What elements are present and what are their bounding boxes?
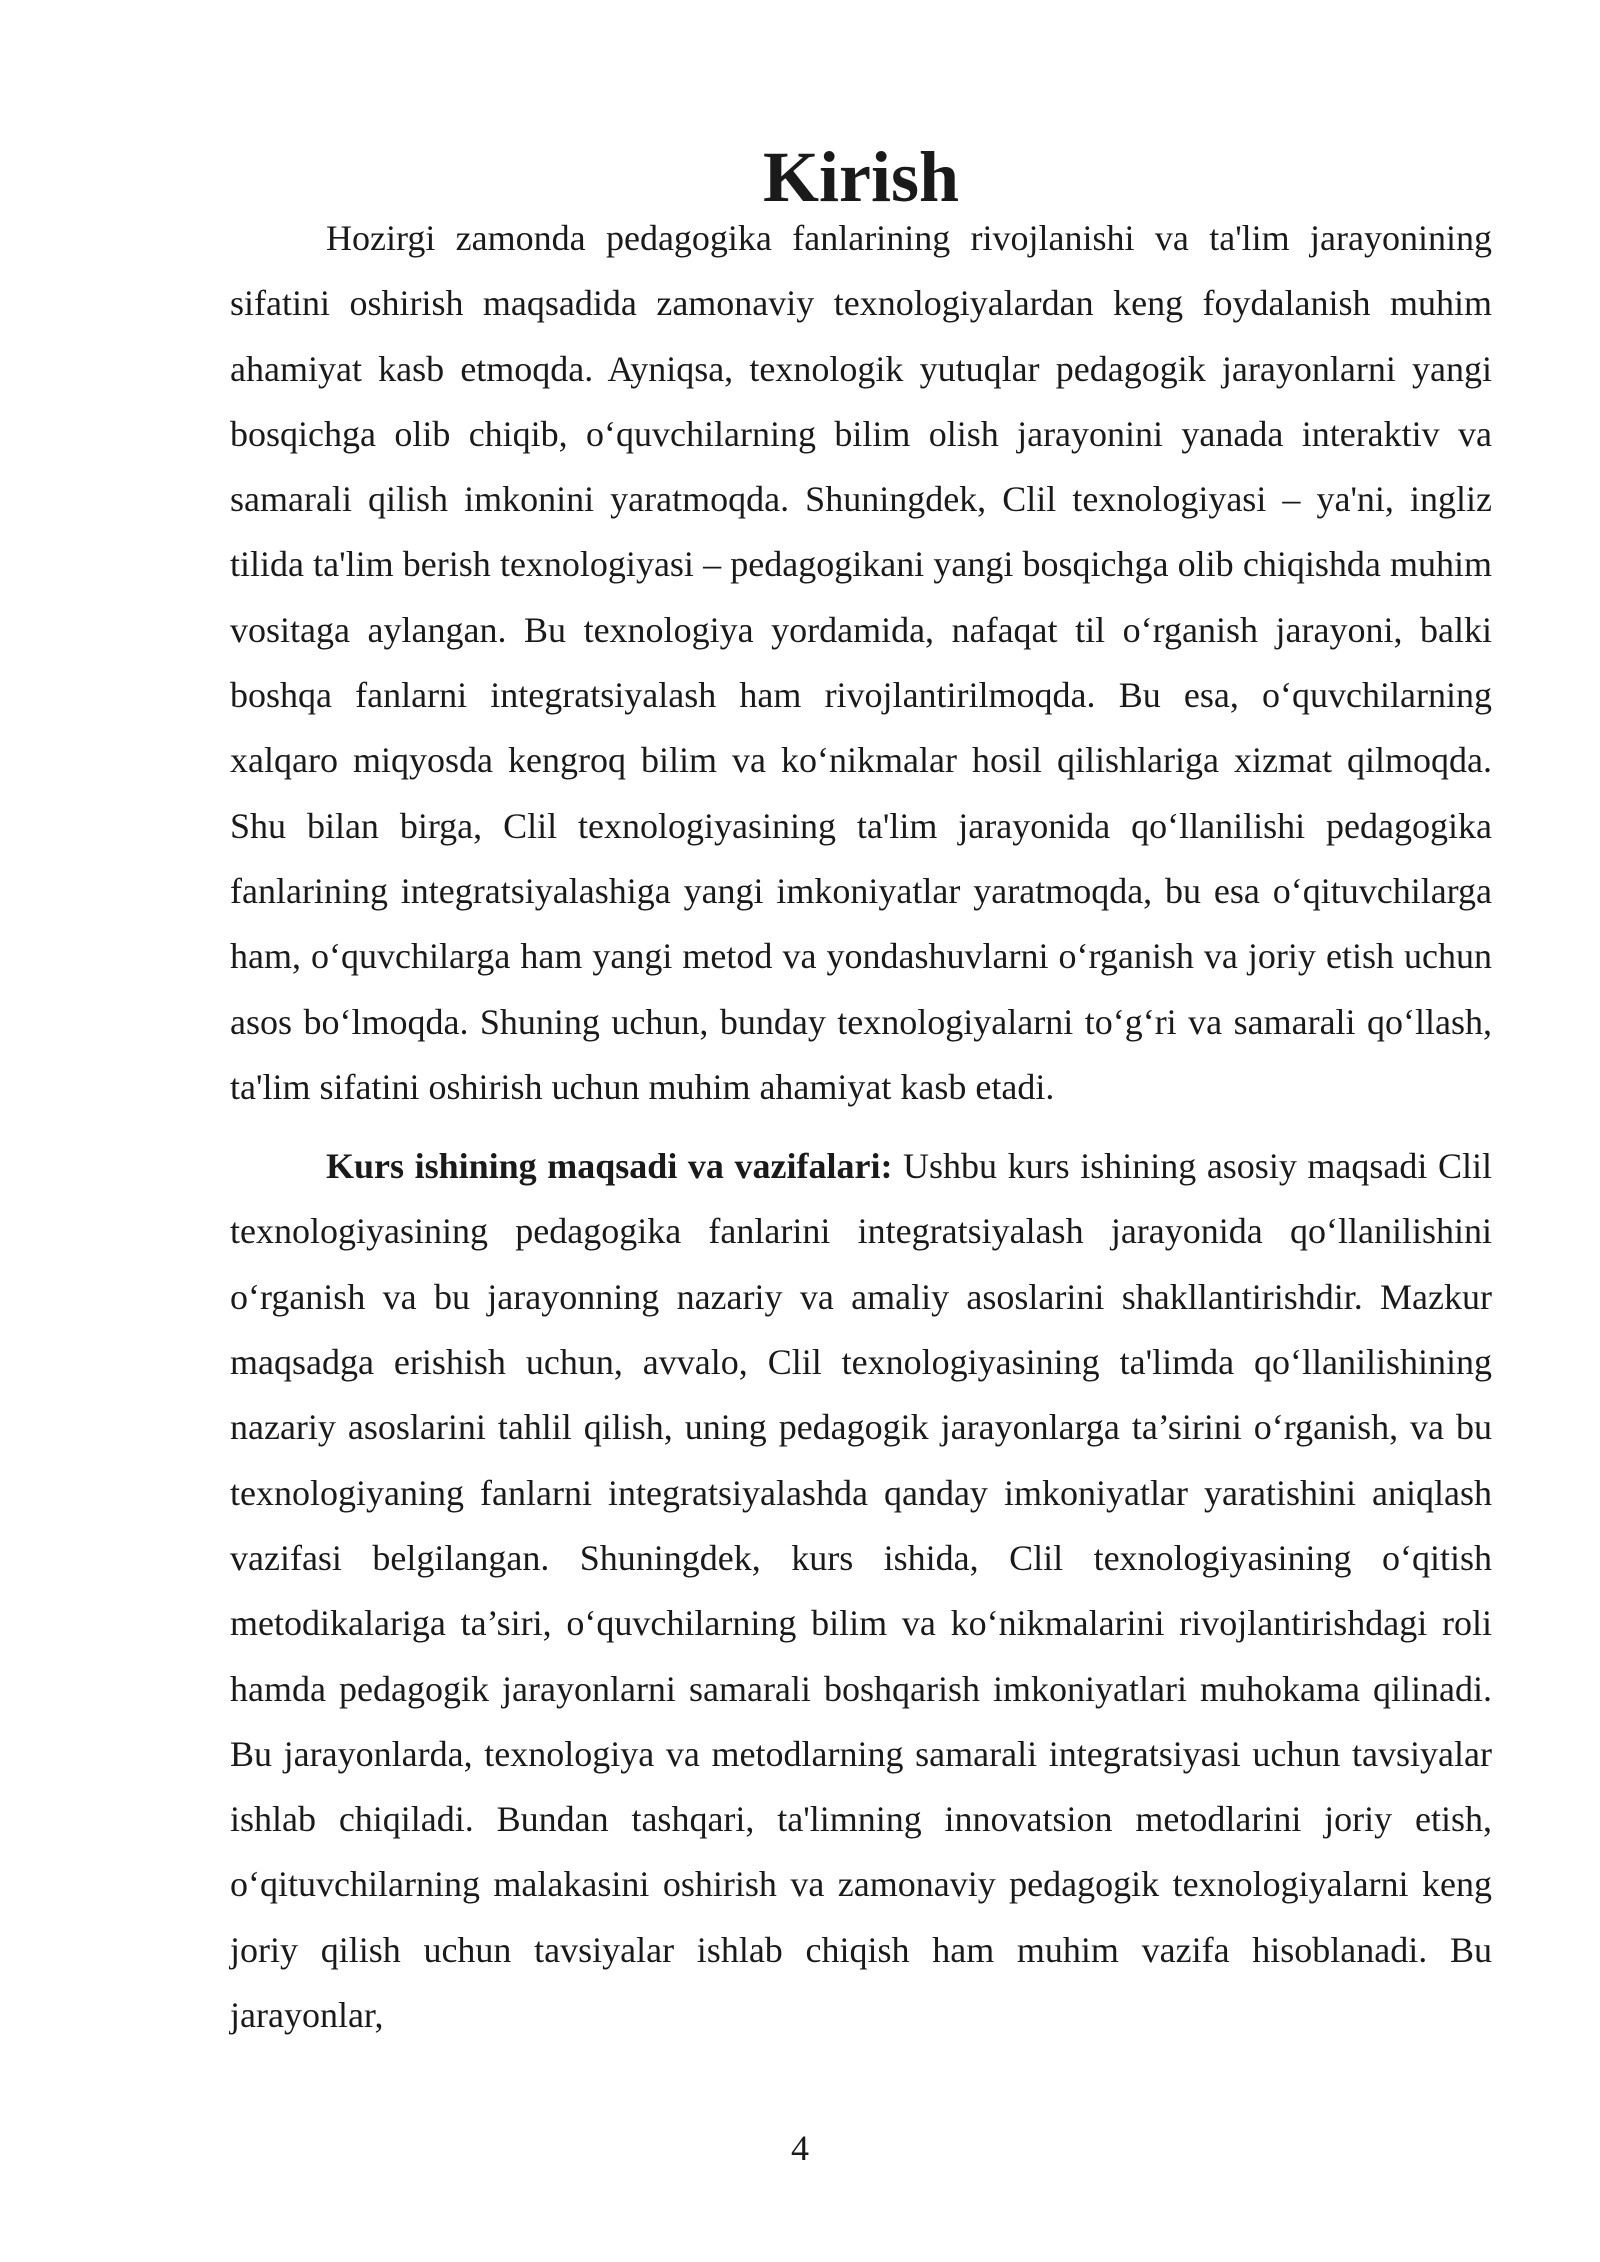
section-heading: Kirish (762, 137, 960, 217)
goals-paragraph (230, 1134, 1492, 2048)
goals-paragraph-lead: Kurs ishining maqsadi va vazifalari: (326, 1146, 893, 1187)
document-body (230, 137, 1492, 2048)
intro-paragraph: Hozirgi zamonda pedagogika fanlarining rivojlanishi va ta'lim jarayonining sifatini oshirish maqsadida zamonaviy texnologiyalardan keng foydalanish muhim ahamiyat kasb etmoqda. Ayniqsa, texnologik yutuqlar pedagogik jarayonlarni yangi bosqichga olib chiqib, o‘quvchilarning bilim olish jarayonini yanada interaktiv va samarali qilish imkonini yaratmoqda. Shuningdek, Clil texnologiyasi – ya'ni, ingliz tilida ta'lim berish texnologiyasi – pedagogikani yangi bosqichga olib chiqishda muhim vositaga aylangan. Bu texnologiya yordamida, nafaqat til o‘rganish jarayoni, balki boshqa fanlarni integratsiyalash ham rivojlantirilmoqda. Bu esa, o‘quvchilarning xalqaro miqyosda kengroq bilim va ko‘nikmalar hosil qilishlariga xizmat qilmoqda. Shu bilan birga, Clil texnologiyasining ta'lim jarayonida qo‘llanilishi pedagogika fanlarining integratsiyalashiga yangi imkoniyatlar yaratmoqda, bu esa o‘qituvchilarga ham, o‘quvchilarga ham yangi metod va yondashuvlarni o‘rganish va joriy etish uchun asos bo‘lmoqda. Shuning uchun, bunday texnologiyalarni to‘g‘ri va samarali qo‘llash, ta'lim sifatini oshirish uchun muhim ahamiyat kasb etadi. (230, 218, 1492, 1107)
goals-paragraph-body: Ushbu kurs ishining asosiy maqsadi Clil texnologiyasining pedagogika fanlarini integratsiyalash jarayonida qo‘llanilishini o‘rganish va bu jarayonning nazariy va amaliy asoslarini shakllantirishdir. Mazkur maqsadga erishish uchun, avvalo, Clil texnologiyasining ta'limda qo‘llanilishining nazariy asoslarini tahlil qilish, uning pedagogik jarayonlarga ta’sirini o‘rganish, va bu texnologiyaning fanlarni integratsiyalashda qanday imkoniyatlar yaratishini aniqlash vazifasi belgilangan. Shuningdek, kurs ishida, Clil texnologiyasining o‘qitish metodikalariga ta’siri, o‘quvchilarning bilim va ko‘nikmalarini rivojlantirishdagi roli hamda pedagogik jarayonlarni samarali boshqarish imkoniyatlari muhokama qilinadi. Bu jarayonlarda, texnologiya va metodlarning samarali integratsiyasi uchun tavsiyalar ishlab chiqiladi. Bundan tashqari, ta'limning innovatsion metodlarini joriy etish, o‘qituvchilarning malakasini oshirish va zamonaviy pedagogik texnologiyalarni keng joriy qilish uchun tavsiyalar ishlab chiqish ham muhim vazifa hisoblanadi. Bu jarayonlar, (230, 1146, 1492, 2036)
page-number: 4 (791, 2128, 809, 2168)
